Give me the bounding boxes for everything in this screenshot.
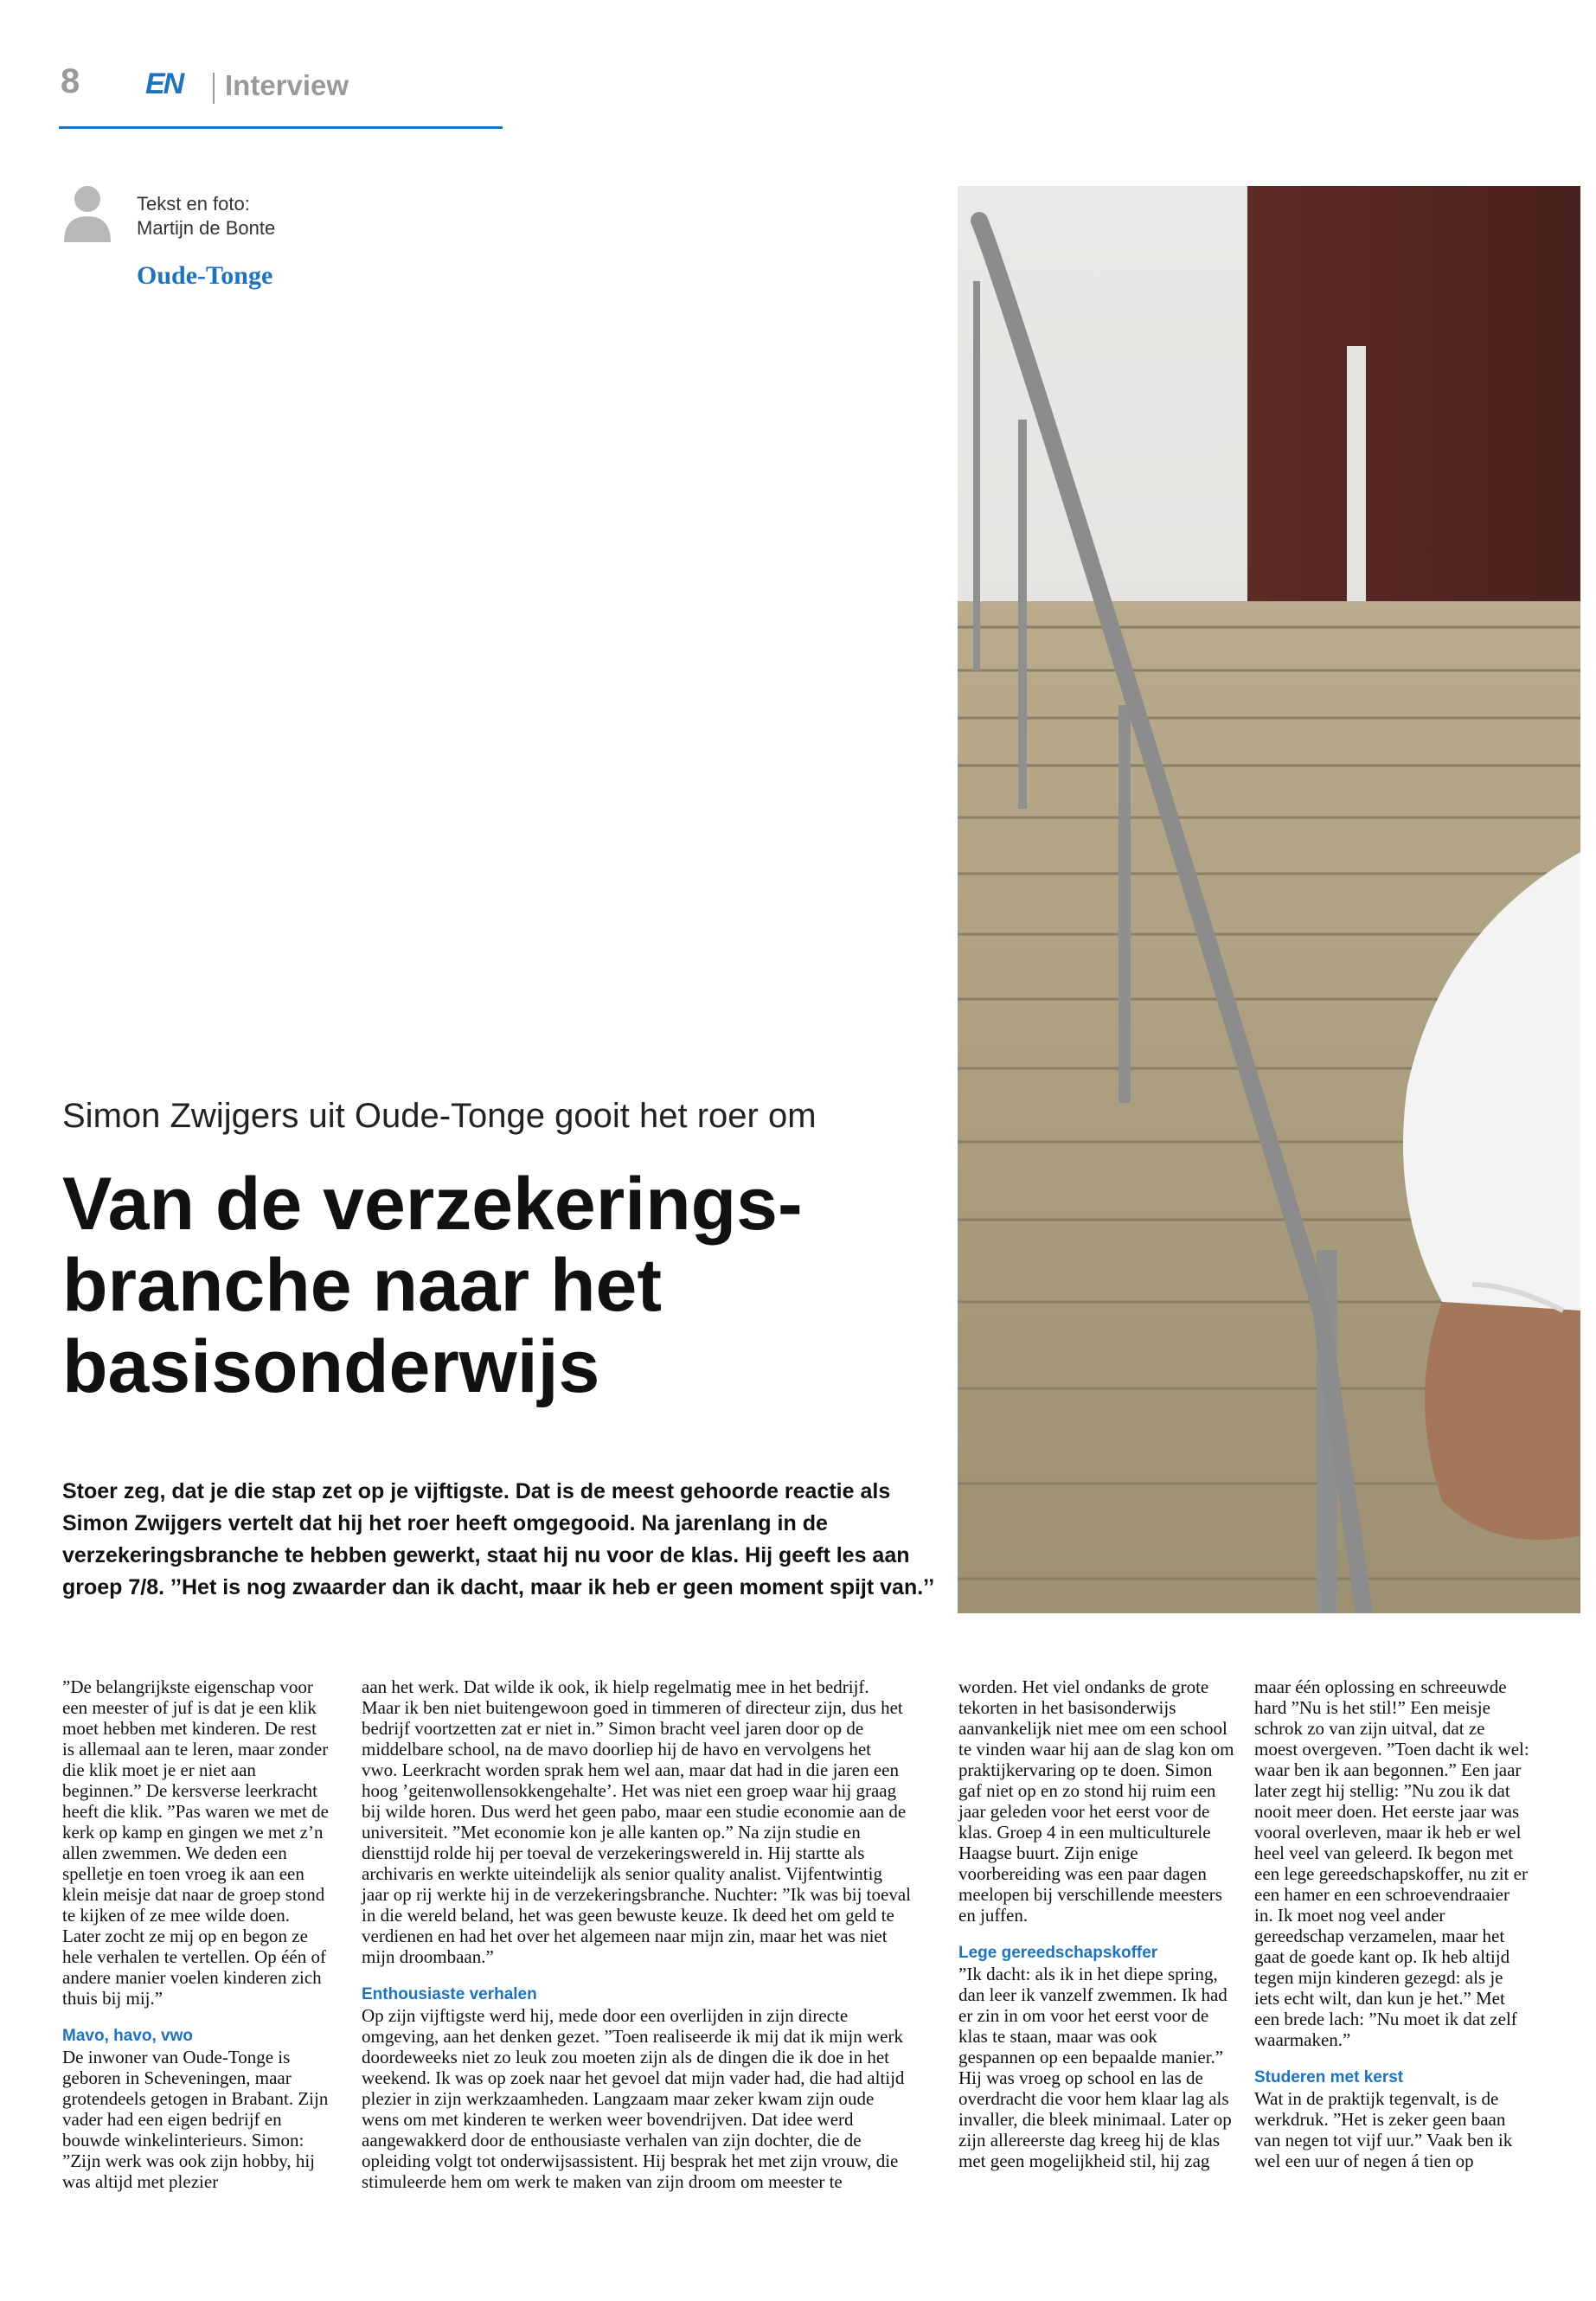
paragraph: ”De belangrijkste eigenschap voor een meester of juf is dat je een klik moet hebben met kinderen. De rest is allemaal aan te leren, maar zonder die klik moet je er niet aan beginnen.” De kersverse leerkracht heeft die klik. ”Pas waren we met de kerk op kamp en gingen we met z’n allen zwemmen. We deden een spelletje en toen vroeg ik aan een klein meisje dat naar de groep stond te kijken of ze mee wilde doen. Later zocht ze mij op en begon ze hele verhalen te vertellen. Op één of andere manier voelen kinderen zich thuis bij mij.” bbox=[62, 1676, 329, 2009]
body-column-4 bbox=[1254, 1676, 1531, 2171]
paragraph: ”Ik dacht: als ik in het diepe spring, dan leer ik vanzelf zwemmen. Ik had er zin in om voor het eerst voor de klas te staan, maar was ook gespannen op een bepaalde manier.” Hij was vroeg op school en las de overdracht die voor hem klaar lag als invaller, die bleek minimaal. Later op zijn allereerste dag kreeg hij de klas met geen mogelijkheid stil, hij zag bbox=[958, 1964, 1232, 2171]
publication-logo: EN bbox=[145, 67, 183, 100]
article-lead: Stoer zeg, dat je die stap zet op je vijftigste. Dat is de meest gehoorde reactie als Simon Zwijgers vertelt dat hij het roer heeft omgegooid. Na jarenlang in de verzekeringsbranche te hebben gewerkt, staat hij nu voor de klas. Hij geeft les aan groep 7/8. ’’Het is nog zwaarder dan ik dacht, maar ik heb er geen moment spijt van.’’ bbox=[62, 1479, 935, 1599]
header-separator bbox=[213, 73, 215, 104]
headline-line-1: Van de verzekerings- bbox=[62, 1163, 803, 1246]
location-label: Oude-Tonge bbox=[137, 261, 273, 290]
paragraph: Wat in de praktijk tegenvalt, is de werkdruk. ”Het is zeker geen baan van negen tot vijf uur.” Vaak ben ik wel een uur of negen á tien op bbox=[1254, 2088, 1513, 2171]
paragraph: De inwoner van Oude-Tonge is geboren in Scheveningen, maar grotendeels getogen in Brabant. Zijn vader had een eigen bedrijf en bouwde winkelinterieurs. Simon: ”Zijn werk was ook zijn hobby, hij was altijd met plezier bbox=[62, 2047, 329, 2192]
article-headline bbox=[62, 1163, 927, 1407]
paragraph: worden. Het viel ondanks de grote tekorten in het basisonderwijs aanvankelijk niet mee om een school te vinden waar hij aan de slag kon om praktijkervaring op te doen. Simon gaf niet op en zo stond hij ruim een jaar geleden voor het eerst voor de klas. Groep 4 in een multiculturele Haagse buurt. Zijn enige voorbereiding was een paar dagen meelopen bij verschillende meesters en juffen. bbox=[958, 1676, 1234, 1926]
subheading: Studeren met kerst bbox=[1254, 2068, 1404, 2086]
byline-line1: Tekst en foto: bbox=[137, 193, 250, 215]
body-column-3 bbox=[958, 1676, 1235, 2171]
section-label: Interview bbox=[225, 69, 349, 101]
byline bbox=[137, 192, 275, 240]
man-on-stairs-photo bbox=[958, 186, 1580, 1613]
headline-line-2: branche naar het bbox=[62, 1244, 662, 1327]
paragraph: aan het werk. Dat wilde ik ook, ik hielp regelmatig mee in het bedrijf. Maar ik ben niet buitengewoon goed in timmeren of directeur zijn, dus het bedrijf voortzetten zat er niet in.” Simon bracht veel jaren door op de middelbare school, na de mavo doorliep hij de havo en vervolgens het vwo. Leerkracht worden sprak hem wel aan, maar dat had in die jaren een hoog ’geitenwollensokkengehalte’. Het was niet een groep waar hij graag bij wilde horen. Dus werd het geen pabo, maar een studie economie aan de universiteit. ”Met economie kon je alle kanten op.” Na zijn studie en diensttijd rolde hij per toeval de verzekeringswereld in. Hij startte als archivaris en werkte uiteindelijk als senior quality analist. Vijfentwintig jaar op rij werkte hij in de verzekeringsbranche. Nuchter: ”Ik was bij toeval in die wereld beland, het was geen bewuste keuze. Ik deed het om geld te verdienen en had het over het algemeen naar mijn zin, maar het was niet mijn droombaan.” bbox=[362, 1676, 911, 1967]
headline-line-3: basisonderwijs bbox=[62, 1325, 600, 1408]
body-column-1 bbox=[62, 1676, 330, 2192]
subheading: Mavo, havo, vwo bbox=[62, 2027, 193, 2045]
byline-author: Martijn de Bonte bbox=[137, 217, 276, 239]
person-silhouette-icon bbox=[62, 182, 112, 242]
body-column-2 bbox=[362, 1676, 911, 2192]
paragraph: maar één oplossing en schreeuwde hard ”Nu is het stil!” Een meisje schrok zo van zijn uitval, dat ze moest overgeven. ”Toen dacht ik wel: waar ben ik aan begonnen.” Een jaar later zegt hij stellig: ”Nu zou ik dat nooit meer doen. Het eerste jaar was vooral overleven, maar ik heb er wel heel veel van geleerd. Ik begon met een lege gereedschapskoffer, nu zit er een hamer en een schroevendraaier in. Ik moet nog veel ander gereedschap verzamelen, maar het gaat de goede kant op. Ik heb altijd tegen mijn kinderen gezegd: als je iets echt wilt, dan kun je het.” Met een brede lach: ”Nu moet ik dat zelf waarmaken.” bbox=[1254, 1676, 1529, 2050]
subheading: Lege gereedschapskoffer bbox=[958, 1944, 1158, 1962]
subheading: Enthousiaste verhalen bbox=[362, 1985, 537, 2003]
header-rule bbox=[59, 126, 503, 129]
paragraph: Op zijn vijftigste werd hij, mede door een overlijden in zijn directe omgeving, aan het denken gezet. ”Toen realiseerde ik mij dat ik mijn werk doordeweeks niet zo leuk zou moeten zijn als de dingen die ik doe in het weekend. Ik was op zoek naar het gevoel dat mijn vader had, die had altijd plezier in zijn werkzaamheden. Langzaam maar zeker kwam zijn oude wens om met kinderen te werken weer bovendrijven. Dat idee werd aangewakkerd door de enthousiaste verhalen van zijn dochter, die de opleiding volgt tot onderwijsassistent. Hij besprak het met zijn vrouw, die stimuleerde hem om werk te maken van zijn droom om meester te bbox=[362, 2005, 905, 2192]
page-number: 8 bbox=[61, 62, 80, 100]
article-kicker: Simon Zwijgers uit Oude-Tonge gooit het roer om bbox=[62, 1097, 817, 1135]
